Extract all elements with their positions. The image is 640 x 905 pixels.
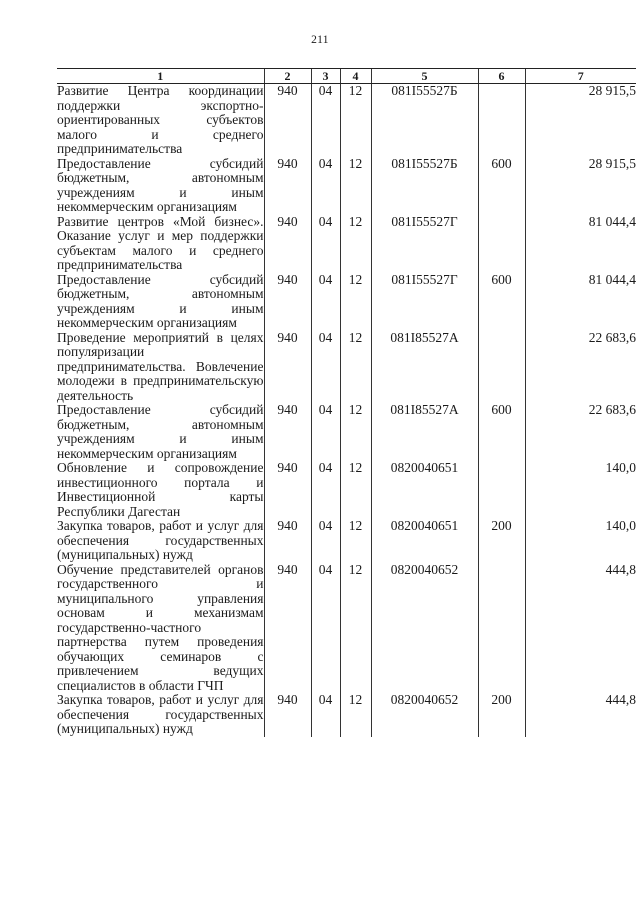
row-name-cell: Развитие Центра координации поддержки экспортно-ориентированных субъектов малого и среднего предпринимательства xyxy=(57,83,264,156)
row-subsection-cell: 12 xyxy=(340,403,371,461)
row-expense-type-cell xyxy=(478,461,525,519)
row-amount-cell: 81 044,4 xyxy=(525,215,636,273)
row-subsection-cell: 12 xyxy=(340,519,371,563)
row-section-cell: 04 xyxy=(311,157,340,215)
table-row xyxy=(57,215,636,273)
budget-table xyxy=(57,68,636,737)
row-target-article-cell: 0820040651 xyxy=(371,461,478,519)
row-target-article-cell: 0820040651 xyxy=(371,519,478,563)
header-col-2: 2 xyxy=(264,69,311,84)
header-col-7: 7 xyxy=(525,69,636,84)
row-amount-cell: 140,0 xyxy=(525,461,636,519)
row-amount-cell: 28 915,5 xyxy=(525,157,636,215)
row-subsection-cell: 12 xyxy=(340,563,371,694)
row-subsection-cell: 12 xyxy=(340,84,371,157)
row-ved-code-cell: 940 xyxy=(264,461,311,519)
row-subsection-cell: 12 xyxy=(340,215,371,273)
table-row xyxy=(57,84,636,157)
table-row xyxy=(57,461,636,519)
row-ved-code-cell: 940 xyxy=(264,519,311,563)
row-target-article-cell: 081I85527А xyxy=(371,331,478,404)
row-ved-code-cell: 940 xyxy=(264,157,311,215)
row-ved-code-cell: 940 xyxy=(264,403,311,461)
row-expense-type-cell: 600 xyxy=(478,157,525,215)
row-amount-cell: 444,8 xyxy=(525,693,636,737)
table-row xyxy=(57,563,636,694)
row-amount-cell: 22 683,6 xyxy=(525,331,636,404)
row-name-cell: Обучение представителей органов государственного и муниципального управления основам и механизмам государственно-частного партнерства путем проведения обучающих семинаров с привлечением ведущих специалистов в области ГЧП xyxy=(57,561,264,693)
row-name-cell: Закупка товаров, работ и услуг для обеспечения государственных (муниципальных) нужд xyxy=(57,518,264,562)
row-ved-code-cell: 940 xyxy=(264,273,311,331)
row-section-cell: 04 xyxy=(311,563,340,694)
row-amount-cell: 81 044,4 xyxy=(525,273,636,331)
row-name-cell: Закупка товаров, работ и услуг для обеспечения государственных (муниципальных) нужд xyxy=(57,692,264,736)
row-amount-cell: 140,0 xyxy=(525,519,636,563)
row-expense-type-cell: 200 xyxy=(478,519,525,563)
row-section-cell: 04 xyxy=(311,215,340,273)
header-col-3: 3 xyxy=(311,69,340,84)
table-row xyxy=(57,331,636,404)
row-target-article-cell: 081I55527Б xyxy=(371,157,478,215)
header-col-1: 1 xyxy=(57,69,264,84)
row-amount-cell: 22 683,6 xyxy=(525,403,636,461)
row-name-cell: Предоставление субсидий бюджетным, автономным учреждениям и иным некоммерческим организациям xyxy=(57,402,264,461)
row-expense-type-cell: 600 xyxy=(478,403,525,461)
header-col-6: 6 xyxy=(478,69,525,84)
row-section-cell: 04 xyxy=(311,273,340,331)
header-col-5: 5 xyxy=(371,69,478,84)
row-ved-code-cell: 940 xyxy=(264,215,311,273)
table-row xyxy=(57,519,636,563)
row-ved-code-cell: 940 xyxy=(264,331,311,404)
row-expense-type-cell xyxy=(478,563,525,694)
row-expense-type-cell: 600 xyxy=(478,273,525,331)
row-expense-type-cell xyxy=(478,84,525,157)
row-section-cell: 04 xyxy=(311,331,340,404)
row-expense-type-cell xyxy=(478,215,525,273)
row-section-cell: 04 xyxy=(311,519,340,563)
row-subsection-cell: 12 xyxy=(340,693,371,737)
row-amount-cell: 28 915,5 xyxy=(525,84,636,157)
row-expense-type-cell xyxy=(478,331,525,404)
row-name-cell: Развитие центров «Мой бизнес». Оказание услуг и мер поддержки субъектам малого и среднего предпринимательства xyxy=(57,213,264,272)
row-name-cell: Предоставление субсидий бюджетным, автономным учреждениям и иным некоммерческим организациям xyxy=(57,155,264,214)
table-row xyxy=(57,273,636,331)
row-target-article-cell: 0820040652 xyxy=(371,563,478,694)
header-col-4: 4 xyxy=(340,69,371,84)
row-subsection-cell: 12 xyxy=(340,461,371,519)
row-target-article-cell: 081I55527Г xyxy=(371,215,478,273)
row-target-article-cell: 081I55527Б xyxy=(371,84,478,157)
table-header-row xyxy=(57,69,636,84)
row-section-cell: 04 xyxy=(311,403,340,461)
row-section-cell: 04 xyxy=(311,693,340,737)
row-subsection-cell: 12 xyxy=(340,273,371,331)
row-name-cell: Предоставление субсидий бюджетным, автономным учреждениям и иным некоммерческим организациям xyxy=(57,271,264,330)
table-row xyxy=(57,693,636,737)
row-ved-code-cell: 940 xyxy=(264,693,311,737)
table-row xyxy=(57,403,636,461)
row-target-article-cell: 0820040652 xyxy=(371,693,478,737)
row-ved-code-cell: 940 xyxy=(264,563,311,694)
row-subsection-cell: 12 xyxy=(340,157,371,215)
row-section-cell: 04 xyxy=(311,461,340,519)
row-name-cell: Обновление и сопровождение инвестиционного портала и Инвестиционной карты Республики Дагестан xyxy=(57,460,264,519)
row-ved-code-cell: 940 xyxy=(264,84,311,157)
row-expense-type-cell: 200 xyxy=(478,693,525,737)
row-section-cell: 04 xyxy=(311,84,340,157)
row-subsection-cell: 12 xyxy=(340,331,371,404)
table-row xyxy=(57,157,636,215)
page-number: 211 xyxy=(311,34,329,46)
row-target-article-cell: 081I55527Г xyxy=(371,273,478,331)
row-amount-cell: 444,8 xyxy=(525,563,636,694)
row-target-article-cell: 081I85527А xyxy=(371,403,478,461)
row-name-cell: Проведение мероприятий в целях популяризации предпринимательства. Вовлечение молодежи в предпринимательскую деятельность xyxy=(57,329,264,403)
table-body xyxy=(57,84,636,737)
